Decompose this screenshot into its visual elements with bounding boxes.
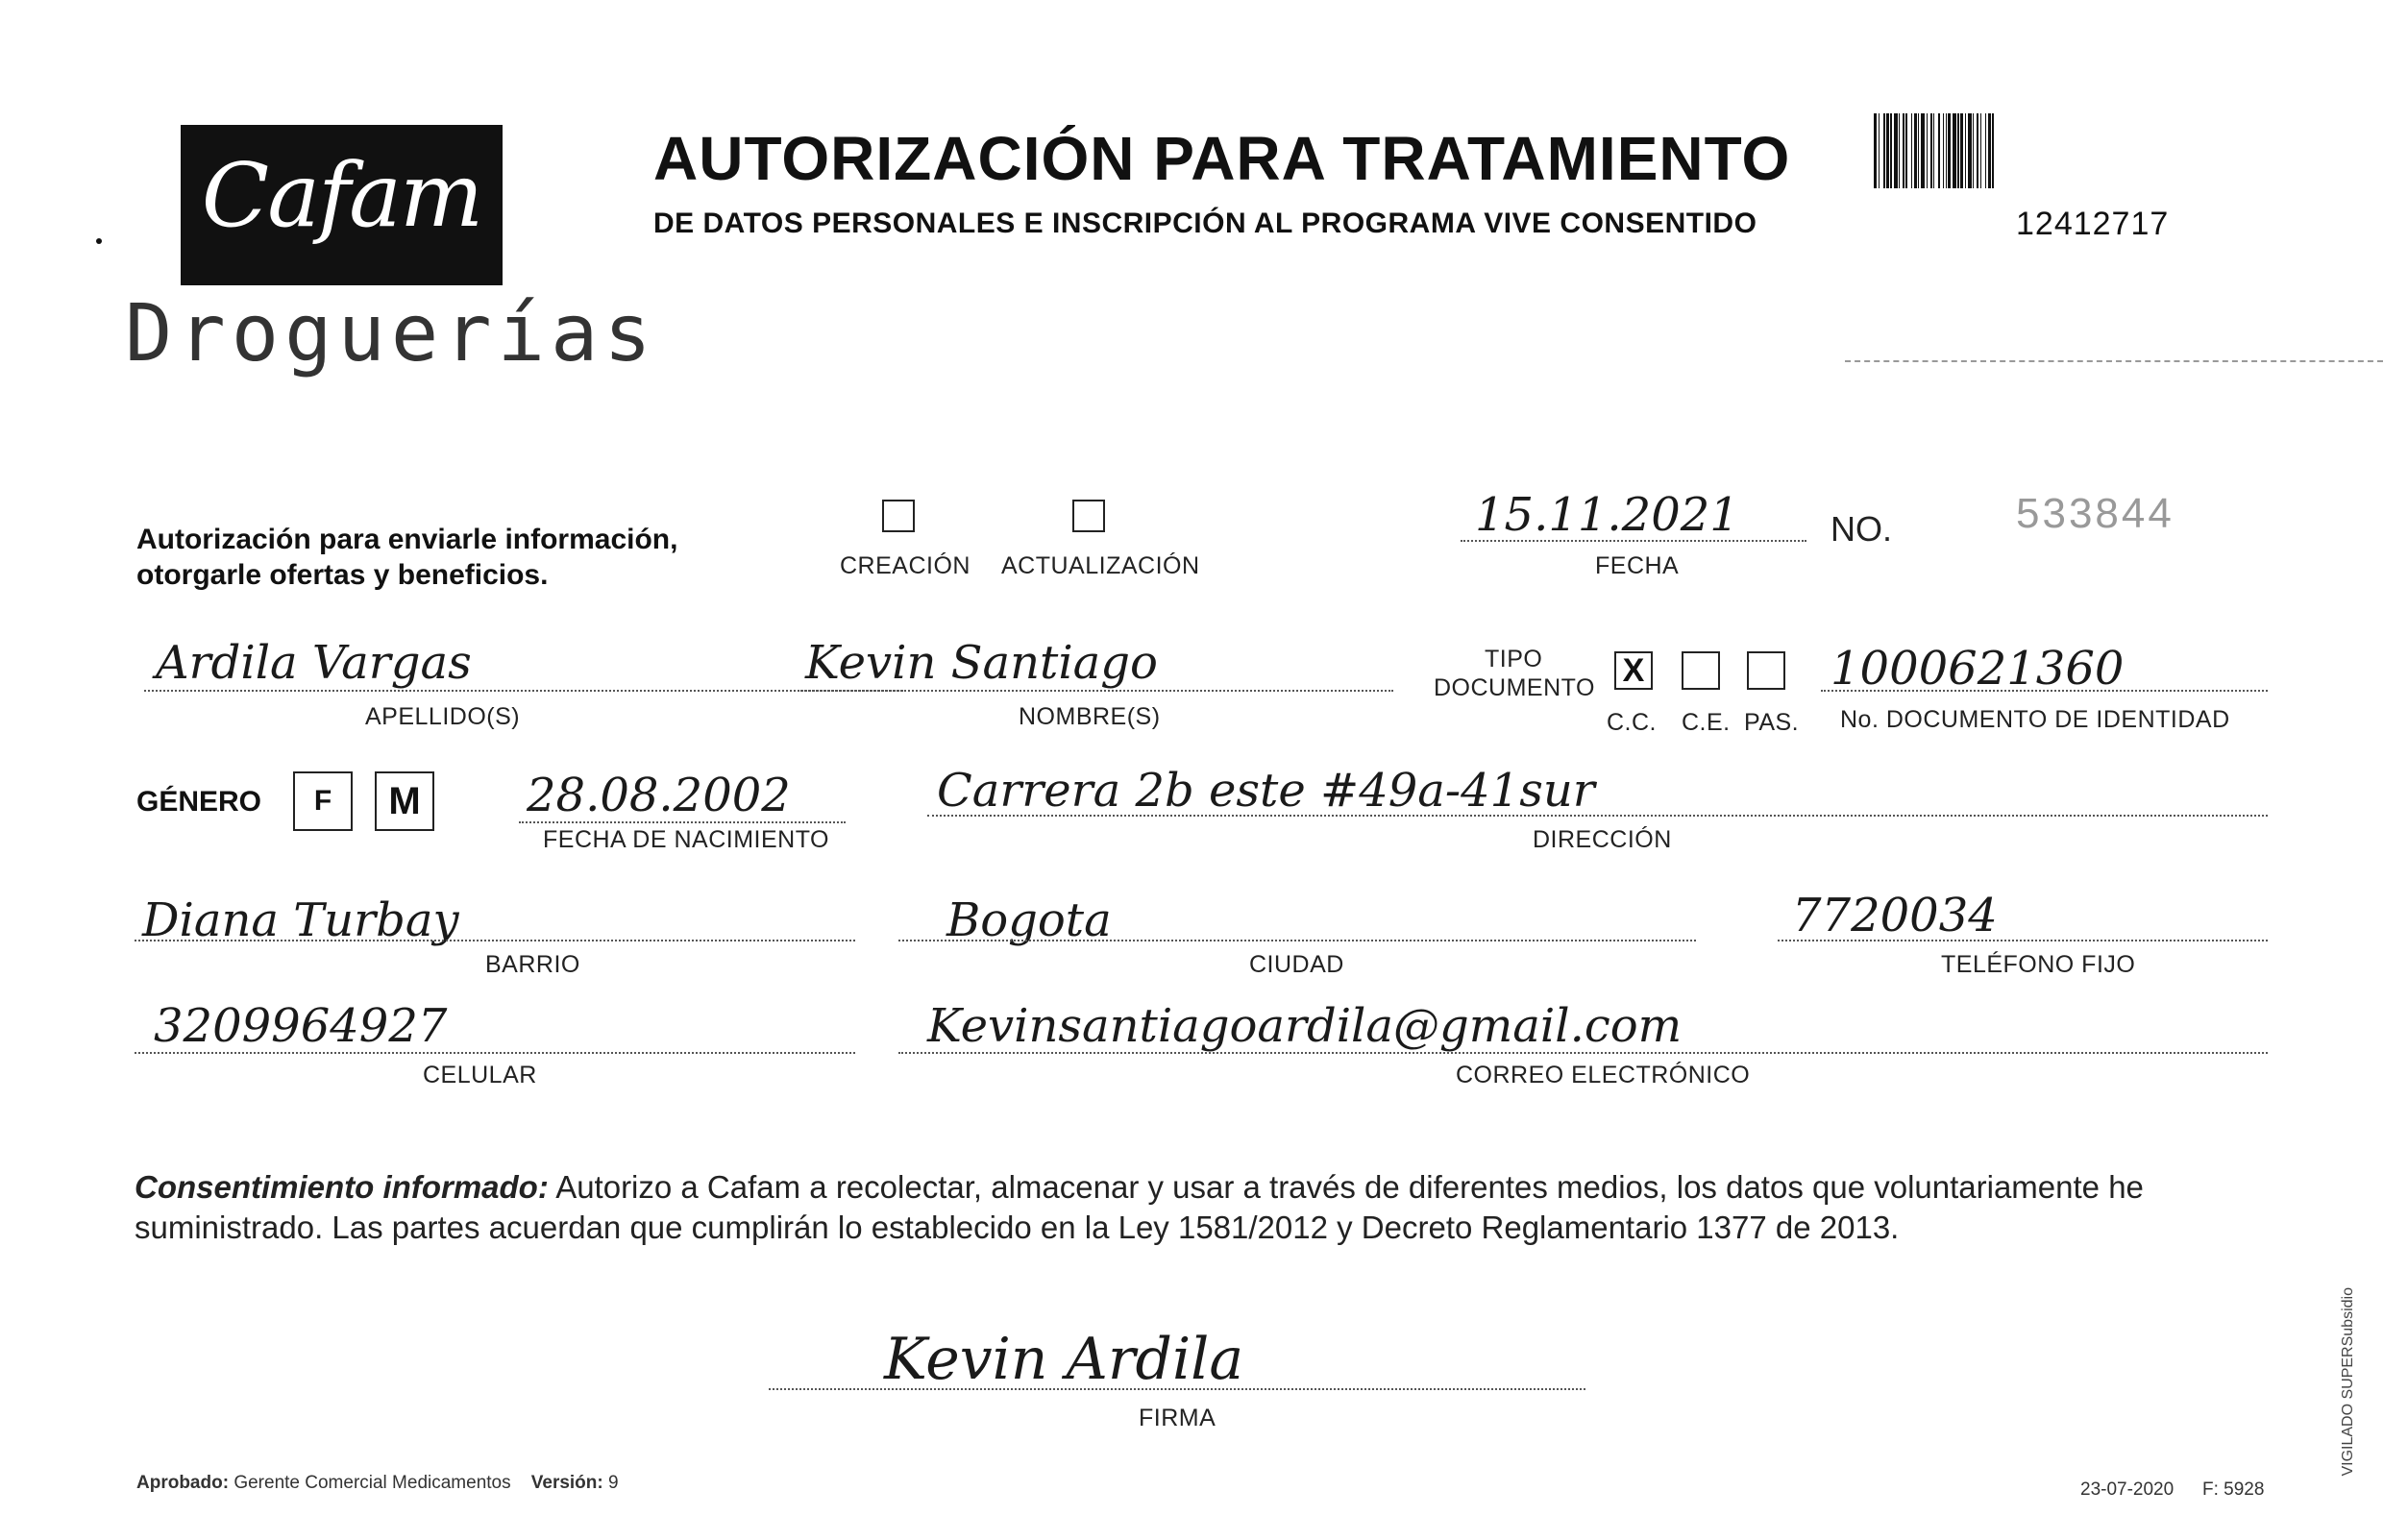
tipo-label: TIPO: [1485, 646, 1543, 672]
intro-line-2: otorgarle ofertas y beneficios.: [136, 559, 549, 591]
celular-line: [135, 1052, 855, 1054]
vertical-legend: VIGILADO SUPERSubsidio: [2340, 1287, 2356, 1477]
actualizacion-checkbox[interactable]: [1072, 500, 1105, 532]
ciudad-field[interactable]: Bogota: [946, 893, 1112, 947]
pas-checkbox[interactable]: [1747, 651, 1785, 690]
fecha-label: FECHA: [1595, 552, 1680, 579]
version-label: Versión:: [530, 1473, 603, 1493]
apellidos-line: [144, 690, 903, 692]
nacimiento-line: [519, 821, 846, 823]
scan-speck: [96, 238, 102, 244]
aprobado-value: Gerente Comercial Medicamentos: [233, 1473, 511, 1493]
documento-line: [1821, 690, 2268, 692]
form-subtitle: DE DATOS PERSONALES E INSCRIPCIÓN AL PROGRAMA VIVE CONSENTIDO: [653, 208, 1757, 239]
apellidos-field[interactable]: Ardila Vargas: [156, 636, 472, 690]
celular-field[interactable]: 3209964927: [154, 999, 448, 1053]
form-number: 533844: [2016, 490, 2175, 537]
aprobado-label: Aprobado:: [136, 1473, 230, 1493]
form-title: AUTORIZACIÓN PARA TRATAMIENTO: [653, 124, 1791, 193]
firma-label: FIRMA: [1139, 1405, 1216, 1431]
signature[interactable]: Kevin Ardila: [884, 1326, 1244, 1393]
telefono-label: TELÉFONO FIJO: [1941, 951, 2136, 978]
fecha-line: [1461, 540, 1806, 542]
ce-checkbox[interactable]: [1682, 651, 1720, 690]
cc-checkbox[interactable]: X: [1614, 651, 1653, 690]
barcode: [1874, 113, 2268, 188]
direccion-field[interactable]: Carrera 2b este #49a-41sur: [937, 764, 1595, 818]
cc-label: C.C.: [1607, 709, 1657, 736]
correo-field[interactable]: Kevinsantiagoardila@gmail.com: [927, 999, 1683, 1053]
consent-lead: Consentimiento informado:: [135, 1169, 549, 1205]
telefono-line: [1778, 940, 2268, 941]
correo-label: CORREO ELECTRÓNICO: [1456, 1062, 1751, 1088]
footer-approval: [136, 1473, 619, 1494]
no-label: NO.: [1831, 509, 1893, 549]
documento-label: DOCUMENTO: [1434, 674, 1595, 701]
nombres-line: [798, 690, 1393, 692]
footer-date: 23-07-2020: [2080, 1479, 2175, 1500]
barrio-field[interactable]: Diana Turbay: [142, 893, 459, 947]
direccion-label: DIRECCIÓN: [1533, 826, 1672, 853]
ce-label: C.E.: [1682, 709, 1731, 736]
genero-m-box[interactable]: M: [375, 771, 434, 831]
ciudad-line: [898, 940, 1696, 941]
nombres-field[interactable]: Kevin Santiago: [805, 636, 1158, 690]
logo: Cafam: [201, 144, 482, 247]
pas-label: PAS.: [1744, 709, 1800, 736]
nombres-label: NOMBRE(S): [1019, 703, 1161, 730]
barcode-stripe: [1994, 113, 1995, 188]
telefono-field[interactable]: 7720034: [1792, 889, 1998, 942]
intro-line-1: Autorización para enviarle información,: [136, 524, 678, 555]
fecha-field[interactable]: 15.11.2021: [1475, 488, 1739, 542]
version-value: 9: [608, 1473, 619, 1493]
footer-code: F: 5928: [2202, 1479, 2265, 1500]
genero-f-box[interactable]: F: [293, 771, 353, 831]
creacion-checkbox[interactable]: [882, 500, 915, 532]
barrio-line: [135, 940, 855, 941]
scan-line: [1845, 360, 2383, 362]
documento-field[interactable]: 1000621360: [1831, 642, 2125, 696]
apellidos-label: APELLIDO(S): [365, 703, 521, 730]
direccion-line: [927, 815, 2268, 817]
logo-subtitle: Droguerías: [125, 288, 657, 379]
ciudad-label: CIUDAD: [1249, 951, 1344, 978]
celular-label: CELULAR: [423, 1062, 537, 1088]
documento-number-label: No. DOCUMENTO DE IDENTIDAD: [1840, 706, 2230, 733]
nacimiento-label: FECHA DE NACIMIENTO: [543, 826, 829, 853]
genero-label: GÉNERO: [136, 786, 262, 818]
barrio-label: BARRIO: [485, 951, 580, 978]
barcode-number: 12412717: [2016, 206, 2170, 242]
actualizacion-label: ACTUALIZACIÓN: [1001, 552, 1200, 579]
creacion-label: CREACIÓN: [840, 552, 971, 579]
correo-line: [898, 1052, 2268, 1054]
consent-paragraph: [135, 1167, 2258, 1248]
nacimiento-field[interactable]: 28.08.2002: [527, 769, 791, 822]
signature-line: [769, 1388, 1585, 1390]
consent-body: Autorizo a Cafam a recolectar, almacenar y usar a través de diferentes medios, los datos que voluntariamente he suministrado. Las partes acuerdan que cumplirán lo establecido en la Ley 1581/2012 y Decreto Reglamentario 1377 de 2013.: [135, 1169, 2144, 1245]
